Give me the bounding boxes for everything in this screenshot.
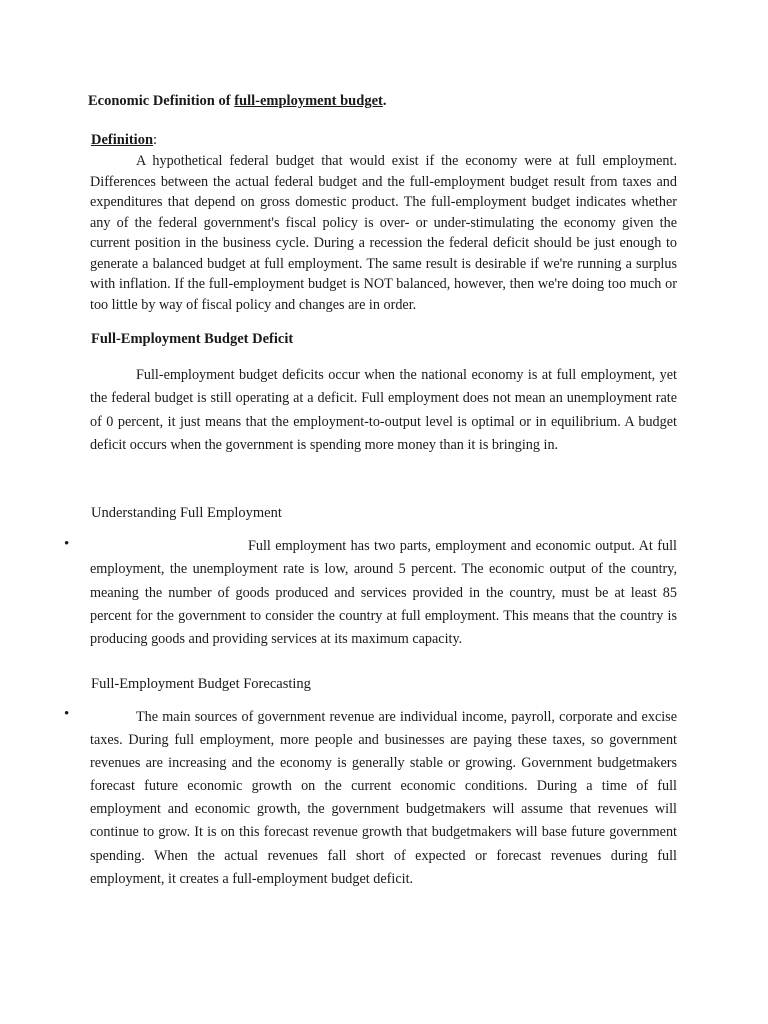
forecasting-paragraph: The main sources of government revenue are individual income, payroll, corporate and excise taxes. During full employment, more people and businesses are paying these taxes, so government revenues are increasing and the economy is generally stable or growing. Government budgetmakers forecast future economic growth on the current economic conditions. During a time of full employment and economic growth, the government budgetmakers will assume that revenues will continue to grow. It is on this forecast revenue growth that budgetmakers will base future government spending. When the actual revenues fall short of expected or forecast revenues during full employment, it creates a full-employment budget deficit. xyxy=(90,709,677,887)
deficit-paragraph: Full-employment budget deficits occur when the national economy is at full employment, yet the federal budget is still operating at a deficit. Full employment does not mean an unemployment rate of 0 percent, it just means that the employment-to-output level is optimal or in equilibrium. A budget deficit occurs when the government is spending more money than it is bringing in. xyxy=(90,367,677,453)
deficit-heading: Full-Employment Budget Deficit xyxy=(91,331,294,347)
forecasting-heading: Full-Employment Budget Forecasting xyxy=(91,676,311,692)
title-term: full-employment budget xyxy=(234,93,383,109)
understanding-paragraph: Full employment has two parts, employment and economic output. At full employment, the unemployment rate is low, around 5 percent. The economic output of the country, meaning the number of goods produced and services provided in the country, must be at least 85 percent for the government to consider the country at full employment. This means that the country is producing goods and providing services at its maximum capacity. xyxy=(90,538,677,648)
title-prefix: Economic Definition of xyxy=(88,93,235,109)
understanding-heading: Understanding Full Employment xyxy=(91,505,282,521)
title-suffix: . xyxy=(382,93,387,109)
definition-colon: : xyxy=(153,132,158,148)
understanding-bullet: • xyxy=(64,536,70,552)
forecasting-bullet: • xyxy=(64,706,70,722)
definition-label-text: Definition xyxy=(91,132,154,148)
definition-label xyxy=(91,132,157,149)
document-title xyxy=(88,93,386,110)
definition-paragraph: A hypothetical federal budget that would exist if the economy were at full employment. Differences between the actual federal budget and the full-employment budget result from taxes and expenditures that depend on gross domestic product. The full-employment budget indicates whether any of the federal government's fiscal policy is over- or under-stimulating the economy given the current position in the business cycle. During a recession the federal deficit should be just enough to generate a balanced budget at full employment. The same result is desirable if we're running a surplus with inflation. If the full-employment budget is NOT balanced, however, then we're doing too much or too little by way of fiscal policy and changes are in order. xyxy=(90,153,677,313)
